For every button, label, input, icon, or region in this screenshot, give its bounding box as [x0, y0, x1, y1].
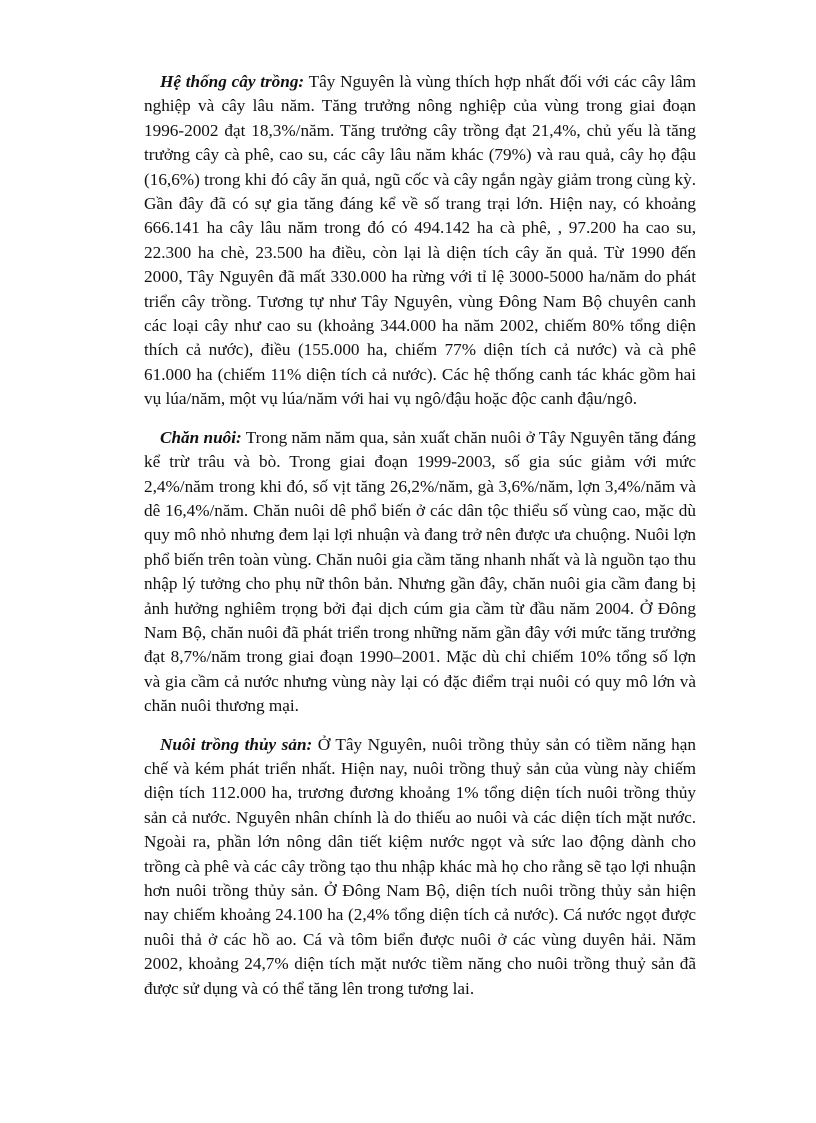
heading-livestock: Chăn nuôi:: [160, 427, 242, 447]
paragraph-livestock: [144, 426, 696, 719]
paragraph-crop-systems-text: Tây Nguyên là vùng thích hợp nhất đối với các cây lâm nghiệp và cây lâu năm. Tăng trưởng nông nghiệp của vùng trong giai đoạn 1996-2002 đạt 18,3%/năm. Tăng trưởng cây trồng đạt 21,4%, chủ yếu là tăng trưởng cây cà phê, cao su, các cây lâu năm khác (79%) và rau quả, cây họ đậu (16,6%) trong khi đó cây ăn quả, ngũ cốc và cây ngắn ngày giảm trong cùng kỳ. Gần đây đã có sự gia tăng đáng kể về số trang trại lớn. Hiện nay, có khoảng 666.141 ha cây lâu năm trong đó có 494.142 ha cà phê, , 97.200 ha cao su, 22.300 ha chè, 23.500 ha điều, còn lại là diện tích cây ăn quả. Từ 1990 đến 2000, Tây Nguyên đã mất 330.000 ha rừng với tỉ lệ 3000-5000 ha/năm do phát triển cây trồng. Tương tự như Tây Nguyên, vùng Đông Nam Bộ chuyên canh các loại cây như cao su (khoảng 344.000 ha năm 2002, chiếm 80% tổng diện thích cả nước), điều (155.000 ha, chiếm 77% diện tích cả nước) và cà phê 61.000 ha (chiếm 11% diện tích cả nước). Các hệ thống canh tác khác gồm hai vụ lúa/năm, một vụ lúa/năm với hai vụ ngô/đậu hoặc độc canh đậu/ngô.: [144, 72, 696, 409]
paragraph-aquaculture: [144, 733, 696, 1001]
heading-crop-systems: Hệ thống cây trồng:: [160, 72, 305, 91]
paragraph-aquaculture-text: Ở Tây Nguyên, nuôi trồng thủy sản có tiềm năng hạn chế và kém phát triển nhất. Hiện nay, nuôi trồng thuỷ sản của vùng này chiếm diện tích 112.000 ha, trương đương khoảng 1% tổng diện tích nuôi trồng thủy sản cả nước. Nguyên nhân chính là do thiếu ao nuôi và các diện tích mặt nước. Ngoài ra, phần lớn nông dân tiết kiệm nước ngọt và sức lao động dành cho trồng cà phê và các cây trồng tạo thu nhập khác mà họ cho rằng sẽ tạo lợi nhuận hơn nuôi trồng thủy sản. Ở Đông Nam Bộ, diện tích nuôi trồng thủy sản hiện nay chiếm khoảng 24.100 ha (2,4% tổng diện tích cả nước). Cá nước ngọt được nuôi thả ở các hồ ao. Cá và tôm biển được nuôi ở các vùng duyên hải. Năm 2002, khoảng 24,7% diện tích mặt nước tiềm năng cho nuôi trồng thuỷ sản đã được sử dụng và có thể tăng lên trong tương lai.: [144, 734, 696, 998]
paragraph-livestock-text: Trong năm năm qua, sản xuất chăn nuôi ở Tây Nguyên tăng đáng kể trừ trâu và bò. Trong giai đoạn 1999-2003, số gia súc giảm với mức 2,4%/năm trong khi đó, số vịt tăng 26,2%/năm, gà 3,6%/năm, lợn 3,4%/năm và dê 16,4%/năm. Chăn nuôi dê phổ biến ở các dân tộc thiểu số vùng cao, mặc dù quy mô nhỏ nhưng đem lại lợi nhuận và đang trở nên được ưa chuộng. Nuôi lợn phổ biến trên toàn vùng. Chăn nuôi gia cầm tăng nhanh nhất và là nguồn tạo thu nhập lý tưởng cho phụ nữ thôn bản. Nhưng gần đây, chăn nuôi gia cầm đang bị ảnh hưởng nghiêm trọng bởi đại dịch cúm gia cầm từ đầu năm 2004. Ở Đông Nam Bộ, chăn nuôi đã phát triển trong những năm gần đây với mức tăng trưởng đạt 8,7%/năm trong giai đoạn 1990–2001. Mặc dù chỉ chiếm 10% tổng số lợn và gia cầm cả nước nhưng vùng này lại có đặc điểm trại nuôi có quy mô lớn và chăn nuôi thương mại.: [144, 427, 696, 716]
heading-aquaculture: Nuôi trồng thủy sản:: [160, 734, 313, 754]
document-page: [144, 70, 696, 1015]
paragraph-crop-systems: [144, 70, 696, 412]
